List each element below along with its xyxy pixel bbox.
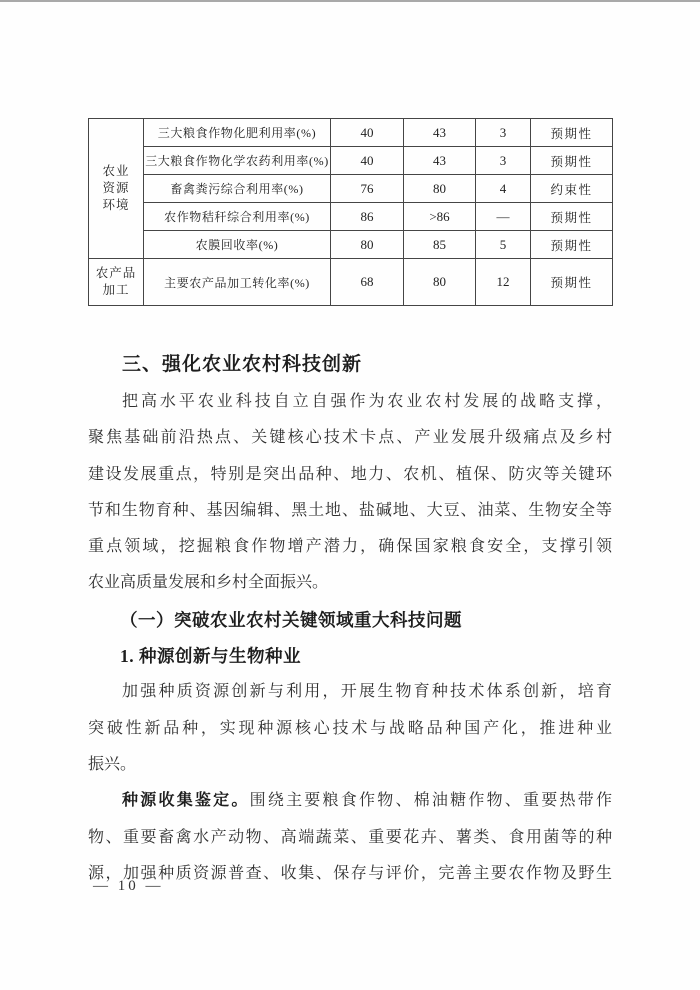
indicator-target-value: 80: [404, 175, 476, 203]
indicator-name: 畜禽粪污综合利用率(%): [144, 175, 331, 203]
paragraph-line: 农业高质量发展和乡村全面振兴。: [88, 574, 329, 592]
paragraph-line: 重点领域，挖掘粮食作物增产潜力，确保国家粮食安全，支撑引领: [88, 538, 612, 556]
indicator-attribute: 预期性: [531, 259, 613, 306]
paragraph-3: [88, 783, 612, 892]
indicator-target-value: 43: [404, 147, 476, 175]
indicator-attribute: 预期性: [531, 203, 613, 231]
indicators-table: [88, 118, 613, 306]
indicator-target-value: 43: [404, 119, 476, 147]
indicator-base-value: 40: [331, 119, 404, 147]
paragraph-line: 聚焦基础前沿热点、关键核心技术卡点、产业发展升级痛点及乡村: [88, 429, 612, 447]
indicator-change-value: 4: [476, 175, 531, 203]
paragraph-line: 加强种质资源创新与利用，开展生物育种技术体系创新，培育: [122, 683, 612, 701]
indicator-name: 主要农产品加工转化率(%): [144, 259, 331, 306]
paragraph-line: [88, 783, 612, 819]
table-row: [89, 119, 613, 147]
indicator-attribute: 预期性: [531, 231, 613, 259]
indicator-attribute: 预期性: [531, 119, 613, 147]
paragraph-line: 节和生物育种、基因编辑、黑土地、盐碱地、大豆、油菜、生物安全等: [88, 501, 612, 519]
indicator-base-value: 86: [331, 203, 404, 231]
indicator-attribute: 约束性: [531, 175, 613, 203]
section-heading: 三、强化农业农村科技创新: [122, 354, 363, 375]
table-row: [89, 231, 613, 259]
indicator-change-value: 3: [476, 147, 531, 175]
sub-heading-1: （一）突破农业农村关键领域重大科技问题: [120, 609, 462, 630]
indicator-base-value: 68: [331, 259, 404, 306]
group-label-agri-resources: [89, 119, 144, 259]
group-label-line: 环境: [102, 198, 130, 212]
indicator-change-value: 5: [476, 231, 531, 259]
indicator-target-value: 80: [404, 259, 476, 306]
paragraph-line: 物、重要畜禽水产动物、高端蔬菜、重要花卉、薯类、食用菌等的种: [88, 828, 612, 846]
group-label-line: 农业: [102, 164, 130, 178]
indicator-name: 农作物秸秆综合利用率(%): [144, 203, 331, 231]
indicator-base-value: 40: [331, 147, 404, 175]
indicator-name: 三大粮食作物化肥利用率(%): [144, 119, 331, 147]
indicator-change-value: 3: [476, 119, 531, 147]
sub-heading-2: 1. 种源创新与生物种业: [120, 646, 301, 667]
indicator-target-value: 85: [404, 231, 476, 259]
table-row: [89, 203, 613, 231]
table-row: [89, 147, 613, 175]
paragraph-line: 建设发展重点，特别是突出品种、地力、农机、植保、防灾等关键环: [88, 465, 612, 483]
indicator-name: 农膜回收率(%): [144, 231, 331, 259]
group-label-line: 资源: [102, 181, 130, 195]
paragraph-line: 把高水平农业科技自立自强作为农业农村发展的战略支撑，: [122, 393, 612, 410]
indicator-base-value: 80: [331, 231, 404, 259]
indicator-change-value: 12: [476, 259, 531, 306]
table-row: [89, 175, 613, 203]
group-label-line: 农产品: [95, 266, 137, 280]
paragraph-2: [88, 674, 612, 783]
group-label-agri-processing: [89, 259, 144, 306]
indicator-name: 三大粮食作物化学农药利用率(%): [144, 147, 331, 175]
indicator-change-value: —: [476, 203, 531, 231]
bold-lead-text: 种源收集鉴定。: [122, 792, 250, 810]
paragraph-line: 源，加强种质资源普查、收集、保存与评价，完善主要农作物及野生: [88, 864, 612, 882]
table-row: [89, 259, 613, 306]
lead-line-rest: 围绕主要粮食作物、棉油糖作物、重要热带作: [249, 792, 612, 810]
indicator-base-value: 76: [331, 175, 404, 203]
page-number: — 10 —: [93, 878, 164, 894]
paragraph-1: [88, 384, 612, 602]
group-label-line: 加工: [102, 283, 130, 297]
paragraph-line: 突破性新品种，实现种源核心技术与战略品种国产化，推进种业: [88, 719, 612, 737]
paragraph-line: 振兴。: [88, 755, 137, 773]
indicator-target-value: >86: [404, 203, 476, 231]
indicator-attribute: 预期性: [531, 147, 613, 175]
page-content: [88, 0, 612, 892]
